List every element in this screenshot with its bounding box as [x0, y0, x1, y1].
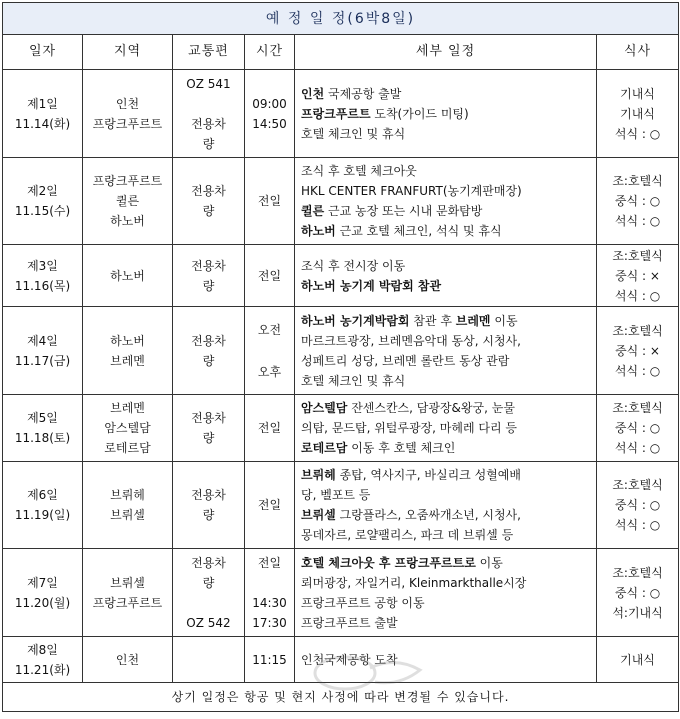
detail-text: 호텔 체크인 및 휴식 [301, 373, 406, 388]
detail-line [301, 221, 590, 241]
detail-text: 그랑플라스, 오줌싸개소년, 시청사, [335, 508, 521, 522]
detail-text: 이동 [490, 313, 518, 328]
transport-cell [173, 462, 245, 549]
time-cell [245, 70, 295, 158]
time-cell [245, 245, 295, 307]
detail-cell [295, 395, 597, 462]
transport-cell [173, 307, 245, 395]
region-name: 하노버 [110, 214, 145, 228]
day-number: 제1일 [27, 96, 58, 111]
detail-bold: 하노버 농기계박람회 [301, 313, 410, 328]
detail-text: 인천국제공항 도착 [301, 652, 398, 667]
meal-cell [597, 462, 679, 549]
region-name: 하노버 [110, 333, 145, 348]
transport-cell [173, 245, 245, 307]
time-line: 11:15 [252, 652, 287, 667]
footer-note: 상기 일정은 항공 및 현지 사정에 따라 변경될 수 있습니다. [3, 683, 679, 712]
detail-line [301, 593, 590, 613]
time-line [245, 573, 294, 593]
time-line: 14:50 [252, 116, 287, 131]
detail-text: 근교 호텔 체크인, 석식 및 휴식 [335, 224, 502, 238]
detail-text: 종탑, 역사지구, 바실리크 성혈예배 [335, 468, 521, 482]
detail-line [301, 505, 590, 525]
detail-bold: 브뤼헤 [301, 468, 336, 482]
detail-text: 근교 농장 또는 시내 문화탐방 [324, 204, 483, 218]
region-cell [83, 549, 173, 637]
detail-text: 몽데자르, 로얄팰리스, 파크 데 브뤼셀 등 [301, 528, 514, 542]
meal-line: 조:호텔식 [612, 248, 663, 263]
detail-line [301, 485, 590, 505]
detail-text: 국제공항 출발 [324, 86, 402, 101]
time-cell [245, 395, 295, 462]
itinerary-row [3, 307, 679, 395]
detail-line [301, 276, 590, 296]
transport-line: 량 [202, 278, 215, 293]
day-cell [3, 462, 83, 549]
meal-line: 중식 : ○ [614, 585, 661, 600]
meal-line: 석식 : ○ [614, 288, 661, 303]
column-header: 식사 [597, 35, 679, 70]
detail-line [301, 553, 590, 573]
meal-line: 석식 : ○ [614, 214, 661, 228]
detail-bold: 호텔 체크아웃 후 프랑크푸르트로 [301, 555, 476, 570]
day-date: 11.19(일) [14, 508, 71, 522]
transport-line: 량 [202, 353, 215, 368]
transport-line [173, 650, 244, 670]
detail-line [301, 573, 590, 593]
detail-text: 마르크트광장, 브레멘음악대 동상, 시청사, [301, 333, 521, 348]
detail-bold: 하노버 [301, 224, 336, 238]
footer-row [3, 683, 679, 712]
detail-line [301, 124, 590, 144]
detail-text: 성페트리 성당, 브레멘 롤란트 동상 관람 [301, 353, 510, 368]
meal-cell [597, 245, 679, 307]
day-date: 11.16(목) [14, 278, 71, 293]
meal-cell [597, 307, 679, 395]
meal-line: 기내식 [620, 106, 655, 121]
transport-line: 전용차 [191, 555, 226, 570]
detail-cell [295, 462, 597, 549]
transport-line: 량 [202, 575, 215, 590]
column-header: 세부 일정 [295, 35, 597, 70]
day-number: 제8일 [27, 642, 58, 657]
region-name: 브뤼헤 [110, 488, 145, 502]
region-name: 브뤼셀 [110, 508, 145, 522]
day-number: 제3일 [27, 258, 58, 273]
day-cell [3, 549, 83, 637]
detail-bold: 하노버 농기계 박람회 참관 [301, 278, 442, 293]
region-cell [83, 245, 173, 307]
detail-text: 프랑크푸르트 출발 [301, 615, 398, 630]
transport-line: 량 [202, 136, 215, 151]
meal-line: 조:호텔식 [612, 323, 663, 338]
day-date: 11.15(수) [14, 204, 71, 218]
meal-cell [597, 158, 679, 245]
day-cell [3, 245, 83, 307]
detail-text: HKL CENTER FRANFURT(농기계판매장) [301, 184, 522, 198]
detail-text: 조식 후 호텔 체크아웃 [301, 164, 417, 178]
transport-line: 량 [202, 508, 215, 522]
detail-line [301, 438, 590, 458]
time-line: 14:30 [252, 595, 287, 610]
column-header: 일자 [3, 35, 83, 70]
detail-text: 참관 후 [409, 313, 456, 328]
meal-line: 석식 : ○ [614, 518, 661, 532]
transport-line: 전용차 [191, 116, 226, 131]
detail-text: 의탑, 문드탑, 위털루광장, 마헤레 다리 등 [301, 421, 517, 435]
detail-text: 잔센스칸스, 담광장&왕궁, 눈물 [347, 401, 515, 415]
detail-text: 조식 후 전시장 이동 [301, 258, 406, 273]
meal-line: 기내식 [620, 86, 655, 101]
detail-cell [295, 158, 597, 245]
transport-line [173, 593, 244, 613]
detail-text: 프랑크푸르트 공항 이동 [301, 595, 425, 610]
region-cell [83, 395, 173, 462]
time-cell [245, 158, 295, 245]
detail-bold: 브뤼셀 [301, 508, 336, 522]
detail-bold: 브레멘 [455, 313, 491, 328]
region-name: 프랑크푸르트 [92, 116, 163, 131]
transport-cell [173, 158, 245, 245]
time-line: 전일 [257, 498, 282, 512]
detail-cell [295, 307, 597, 395]
day-number: 제5일 [27, 411, 58, 425]
time-cell [245, 307, 295, 395]
detail-text: 도착(가이드 미팅) [370, 106, 469, 121]
itinerary-row [3, 245, 679, 307]
transport-cell [173, 395, 245, 462]
column-header: 교통편 [173, 35, 245, 70]
itinerary-row [3, 70, 679, 158]
meal-cell [597, 549, 679, 637]
time-line: 09:00 [252, 96, 287, 111]
day-cell [3, 70, 83, 158]
time-cell [245, 462, 295, 549]
region-name: 프랑크푸르트 [92, 174, 163, 188]
transport-cell [173, 70, 245, 158]
day-date: 11.14(화) [14, 116, 71, 131]
meal-line: 중식 : × [615, 343, 660, 358]
region-cell [83, 70, 173, 158]
detail-line [301, 650, 590, 670]
meal-line: 중식 : ○ [614, 498, 661, 512]
detail-text: 당, 벨포트 등 [301, 488, 371, 502]
meal-line: 석:기내식 [612, 605, 663, 620]
meal-cell [597, 70, 679, 158]
detail-cell [295, 637, 597, 683]
region-name: 브뤼셀 [110, 575, 145, 590]
meal-line: 석식 : ○ [614, 441, 661, 455]
day-date: 11.17(금) [14, 353, 71, 368]
region-name: 퀼른 [115, 194, 140, 208]
column-header: 지역 [83, 35, 173, 70]
detail-cell [295, 549, 597, 637]
region-name: 브레멘 [110, 353, 145, 368]
time-line: 전일 [257, 421, 282, 435]
detail-bold: 암스텔담 [301, 401, 348, 415]
day-cell [3, 158, 83, 245]
detail-cell [295, 245, 597, 307]
meal-line: 조:호텔식 [612, 565, 663, 580]
meal-line: 석식 : ○ [614, 126, 661, 141]
detail-bold: 프랑크푸르트 [301, 106, 371, 121]
time-cell [245, 549, 295, 637]
detail-text: 호텔 체크인 및 휴식 [301, 126, 406, 141]
region-name: 프랑크푸르트 [92, 595, 163, 610]
detail-line [301, 398, 590, 418]
detail-bold: 퀼른 [301, 204, 325, 218]
meal-line: 중식 : ○ [614, 194, 661, 208]
detail-text: 뢰머광장, 자일거리, Kleinmarkthalle시장 [301, 575, 527, 590]
detail-line [301, 181, 590, 201]
transport-line: 전용차 [191, 333, 226, 348]
day-cell [3, 307, 83, 395]
itinerary-row [3, 395, 679, 462]
detail-text: 이동 후 호텔 체크인 [347, 441, 456, 455]
itinerary-title: 예 정 일 정(6박8일) [3, 3, 679, 35]
detail-line [301, 161, 590, 181]
day-date: 11.20(월) [14, 595, 71, 610]
detail-bold: 인천 [301, 86, 325, 101]
detail-bold: 로테르담 [301, 441, 348, 455]
detail-line [301, 613, 590, 633]
meal-line: 중식 : ○ [614, 421, 661, 435]
region-name: 브레멘 [110, 401, 145, 415]
day-number: 제4일 [27, 333, 58, 348]
detail-line [301, 418, 590, 438]
detail-cell [295, 70, 597, 158]
time-line: 오후 [257, 364, 282, 379]
transport-line: OZ 541 [186, 76, 231, 91]
day-cell [3, 395, 83, 462]
transport-line: 량 [202, 431, 215, 445]
time-line: 전일 [257, 194, 282, 208]
detail-line [301, 525, 590, 545]
time-cell [245, 637, 295, 683]
transport-line [173, 94, 244, 114]
region-cell [83, 307, 173, 395]
time-line: 17:30 [252, 615, 287, 630]
detail-line [301, 104, 590, 124]
region-cell [83, 637, 173, 683]
transport-line: 전용차 [191, 258, 226, 273]
region-name: 하노버 [110, 268, 145, 283]
region-name: 인천 [115, 96, 140, 111]
transport-line: 량 [202, 204, 215, 218]
detail-line [301, 256, 590, 276]
meal-line: 조:호텔식 [612, 478, 663, 492]
itinerary-row [3, 158, 679, 245]
meal-cell [597, 395, 679, 462]
transport-line: OZ 542 [186, 615, 231, 630]
transport-cell [173, 549, 245, 637]
column-header: 시간 [245, 35, 295, 70]
time-line: 전일 [257, 268, 282, 283]
transport-line: 전용차 [191, 184, 226, 198]
day-number: 제7일 [27, 575, 58, 590]
meal-line: 기내식 [620, 652, 655, 667]
detail-line [301, 465, 590, 485]
meal-line: 조:호텔식 [612, 401, 663, 415]
transport-line: 전용차 [191, 488, 226, 502]
day-number: 제6일 [27, 488, 58, 502]
itinerary-row [3, 549, 679, 637]
detail-line [301, 311, 590, 331]
meal-cell [597, 637, 679, 683]
region-name: 인천 [115, 652, 140, 667]
meal-line: 석식 : ○ [614, 363, 661, 378]
time-line: 오전 [257, 322, 282, 337]
day-date: 11.21(화) [14, 662, 71, 677]
detail-line [301, 331, 590, 351]
detail-text: 이동 [475, 555, 503, 570]
region-cell [83, 462, 173, 549]
detail-line [301, 351, 590, 371]
region-name: 로테르담 [104, 441, 151, 455]
itinerary-row [3, 462, 679, 549]
day-date: 11.18(토) [14, 431, 71, 445]
transport-cell [173, 637, 245, 683]
region-cell [83, 158, 173, 245]
detail-line [301, 84, 590, 104]
meal-line: 중식 : × [615, 268, 660, 283]
region-name: 암스텔담 [104, 421, 151, 435]
itinerary-row [3, 637, 679, 683]
meal-line: 조:호텔식 [612, 174, 663, 188]
time-line: 전일 [257, 555, 282, 570]
itinerary-table [2, 2, 679, 712]
day-cell [3, 637, 83, 683]
detail-line [301, 201, 590, 221]
detail-line [301, 371, 590, 391]
transport-line: 전용차 [191, 411, 226, 425]
day-number: 제2일 [27, 184, 58, 198]
